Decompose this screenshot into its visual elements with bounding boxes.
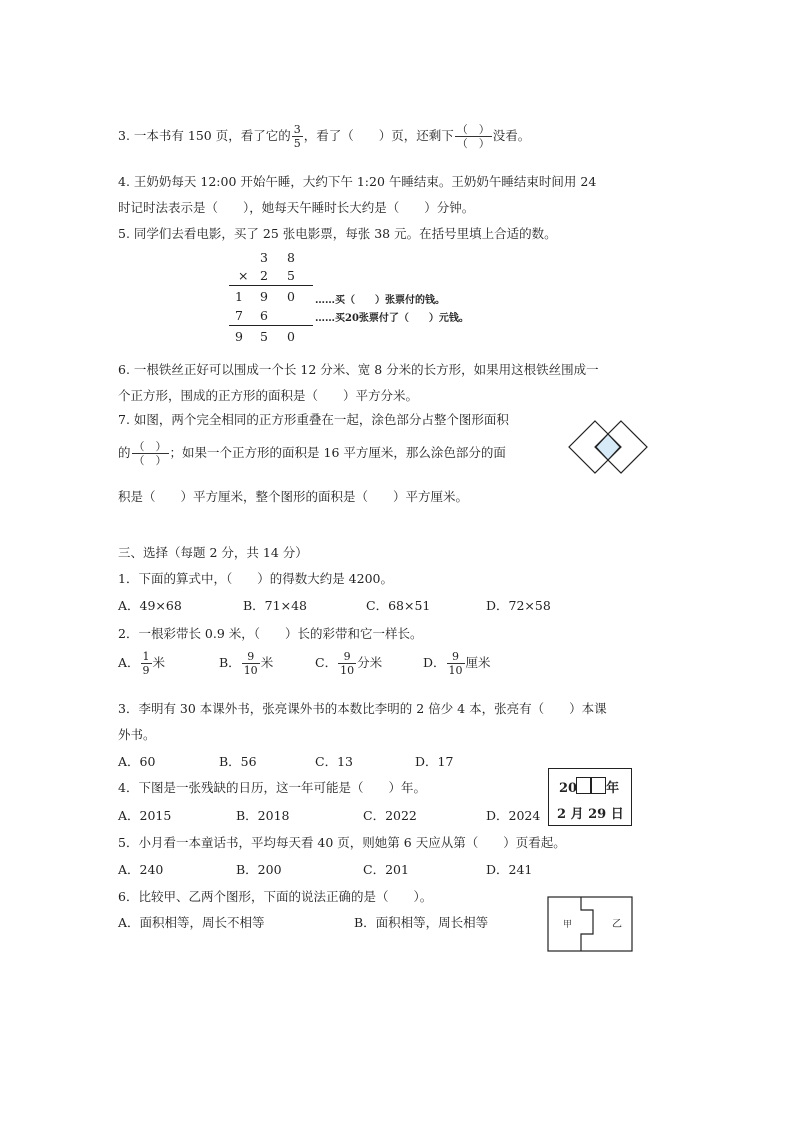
c2-option-label: A．: [118, 655, 140, 670]
calc-digit: 5: [287, 268, 295, 283]
calendar-date: 2 月 29 日: [557, 807, 624, 822]
calc-digit: 5: [260, 329, 268, 344]
c4-option-b[interactable]: B．2018: [236, 808, 290, 823]
c1-option-b[interactable]: B．71×48: [243, 598, 307, 613]
c2-option-label: B．: [219, 655, 241, 670]
calendar-figure: [548, 768, 632, 826]
fraction-numerator: 1: [142, 650, 150, 663]
q3-text-a: 3. 一本书有 150 页，看了它的: [118, 128, 291, 143]
q7-line2: [118, 441, 506, 466]
c5-option-c[interactable]: C．201: [363, 862, 409, 877]
c3-line2: 外书。: [118, 727, 156, 742]
c6-option-a[interactable]: A．面积相等，周长不相等: [118, 915, 265, 930]
c1-option-d[interactable]: D．72×58: [486, 598, 551, 613]
fraction-denominator: 10: [243, 664, 258, 677]
q3-blank-denominator[interactable]: （ ）: [456, 137, 490, 150]
q3-fraction-numerator: 3: [293, 123, 301, 136]
calc-digit: 9: [260, 289, 268, 304]
q3-text-b: ，看了（ ）页，还剩下: [303, 128, 454, 143]
calc-digit: 7: [235, 308, 243, 323]
c3-option-d[interactable]: D．17: [415, 754, 454, 769]
overlapping-squares-figure: [565, 417, 651, 479]
calc-digit: 1: [235, 289, 243, 304]
calendar-year-row: [559, 777, 619, 796]
calc-note-2: ……买20张票付了（ ）元钱。: [315, 313, 469, 324]
calc-rule: [229, 325, 313, 326]
jia-yi-figure: [547, 896, 633, 952]
c2-option-d[interactable]: [423, 651, 491, 676]
c2-option-label: D．: [423, 655, 446, 670]
calendar-year-suffix: 年: [606, 781, 620, 796]
c5-option-b[interactable]: B．200: [236, 862, 282, 877]
q7-blank-denominator[interactable]: （ ）: [133, 454, 167, 467]
c3-option-b[interactable]: B．56: [219, 754, 257, 769]
shaded-overlap: [596, 434, 620, 460]
c4-option-c[interactable]: C．2022: [363, 808, 417, 823]
fraction-denominator: 10: [340, 664, 355, 677]
c2-option-a[interactable]: [118, 651, 165, 676]
c2-option-unit: 分米: [357, 655, 383, 670]
c3-option-a[interactable]: A．60: [118, 754, 156, 769]
c3-line1: 3．李明有 30 本课外书，张亮课外书的本数比李明的 2 倍少 4 本，张亮有（ ）本课: [118, 701, 607, 716]
c2-question: 2．一根彩带长 0.9 米，（ ）长的彩带和它一样长。: [118, 626, 423, 641]
c5-option-d[interactable]: D．241: [486, 862, 533, 877]
q3-line: [118, 124, 530, 149]
calc-digit: 0: [287, 329, 295, 344]
q3-text-c: 没看。: [492, 128, 531, 143]
q7-text-a: 的: [118, 445, 131, 460]
c1-question: 1．下面的算式中，（ ）的得数大约是 4200。: [118, 571, 393, 586]
c3-option-c[interactable]: C．13: [315, 754, 353, 769]
fraction-numerator: 9: [338, 651, 356, 664]
c2-option-unit: 米: [260, 655, 274, 670]
c2-option-label: C．: [315, 655, 338, 670]
q7-line1: 7. 如图，两个完全相同的正方形重叠在一起，涂色部分占整个图形面积: [118, 412, 509, 427]
q7-blank-fraction[interactable]: [132, 441, 169, 466]
c1-option-a[interactable]: A．49×68: [118, 598, 182, 613]
q3-fraction: [292, 124, 303, 149]
q7-text-b: ；如果一个正方形的面积是 16 平方厘米，那么涂色部分的面: [169, 445, 506, 460]
c2-d-fraction: [447, 651, 465, 676]
c4-question: 4．下图是一张残缺的日历，这一年可能是（ ）年。: [118, 780, 426, 795]
q6-line1: 6. 一根铁丝正好可以围成一个长 12 分米、宽 8 分米的长方形，如果用这根铁丝围成一: [118, 362, 599, 377]
calc-rule: [229, 285, 313, 286]
calc-digit: 3: [260, 250, 268, 265]
c2-b-fraction: [242, 651, 260, 676]
c2-option-c[interactable]: [315, 651, 382, 676]
q4-line1: 4. 王奶奶每天 12:00 开始午睡，大约下午 1:20 午睡结束。王奶奶午睡结束时间用 24: [118, 174, 597, 189]
q7-blank-numerator[interactable]: （ ）: [133, 440, 167, 453]
calc-digit: 2: [260, 268, 268, 283]
calc-note-1: ……买（ ）张票付的钱。: [315, 295, 445, 306]
fraction-numerator: 9: [447, 651, 465, 664]
q7-line3: 积是（ ）平方厘米，整个图形的面积是（ ）平方厘米。: [118, 489, 469, 504]
q5-calculation: [225, 248, 515, 346]
c2-option-unit: 米: [152, 655, 166, 670]
c6-question: 6．比较甲、乙两个图形，下面的说法正确的是（ ）。: [118, 889, 433, 904]
c2-a-fraction: [141, 651, 152, 676]
section-title: 三、选择（每题 2 分，共 14 分）: [118, 545, 308, 560]
q4-line2: 时记时法表示是（ ），她每天午睡时长大约是（ ）分钟。: [118, 200, 475, 215]
c4-option-d[interactable]: D．2024: [486, 808, 541, 823]
figure-divider-line: [581, 897, 593, 951]
calc-times-sign: ×: [238, 268, 249, 283]
jia-label: 甲: [563, 920, 573, 930]
c5-option-a[interactable]: A．240: [118, 862, 164, 877]
q3-blank-numerator[interactable]: （ ）: [456, 123, 490, 136]
c4-option-a[interactable]: A．2015: [118, 808, 172, 823]
q6-line2: 个正方形，围成的正方形的面积是（ ）平方分米。: [118, 388, 419, 403]
calc-digit: 6: [260, 308, 268, 323]
yi-label: 乙: [612, 919, 622, 930]
calc-digit: 8: [287, 250, 295, 265]
missing-digit-box: [590, 777, 606, 794]
c2-c-fraction: [338, 651, 356, 676]
c5-question: 5．小月看一本童话书，平均每天看 40 页，则她第 6 天应从第（ ）页看起。: [118, 835, 566, 850]
calc-digit: 0: [287, 289, 295, 304]
fraction-denominator: 10: [448, 664, 463, 677]
fraction-numerator: 9: [242, 651, 260, 664]
fraction-denominator: 9: [142, 664, 150, 677]
c6-option-b[interactable]: B．面积相等，周长相等: [354, 915, 489, 930]
c1-option-c[interactable]: C．68×51: [366, 598, 431, 613]
calendar-year-prefix: 20: [559, 781, 578, 796]
q3-blank-fraction[interactable]: [455, 124, 492, 149]
c2-option-unit: 厘米: [465, 655, 491, 670]
c2-option-b[interactable]: [219, 651, 273, 676]
calc-digit: 9: [235, 329, 243, 344]
q5-text: 5. 同学们去看电影，买了 25 张电影票，每张 38 元。在括号里填上合适的数。: [118, 226, 557, 241]
q3-fraction-denominator: 5: [293, 137, 301, 150]
